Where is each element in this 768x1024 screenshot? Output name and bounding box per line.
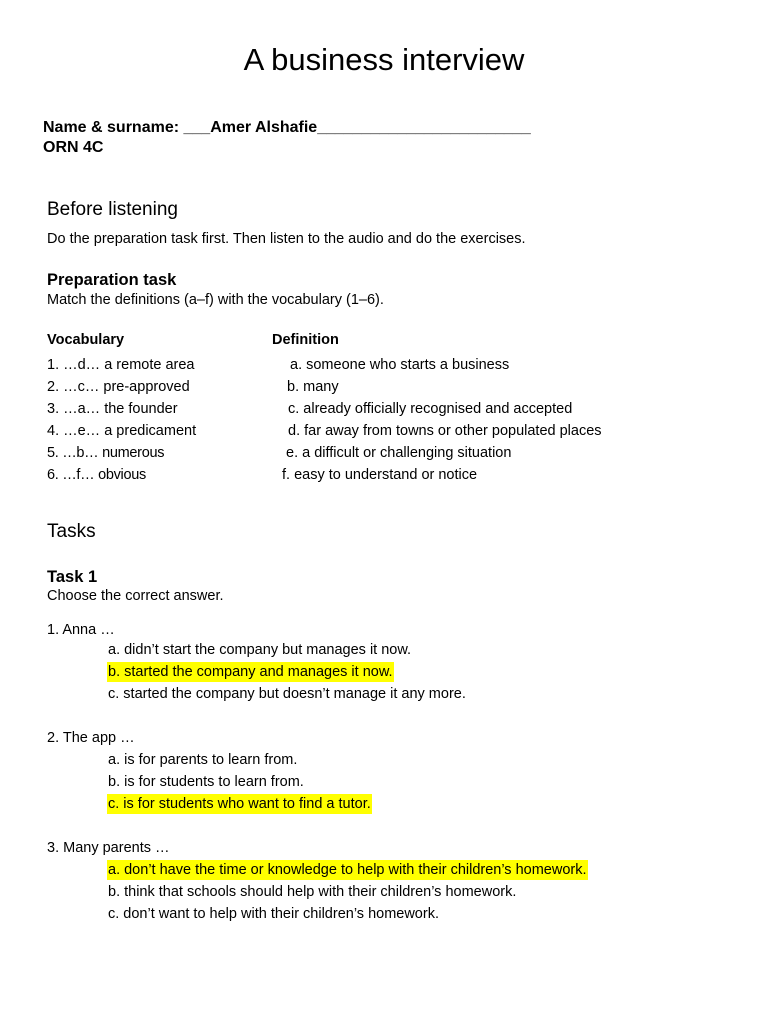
question-3-option-c: c. don’t want to help with their children’s homework. <box>108 906 439 922</box>
preparation-task-heading: Preparation task <box>47 271 177 289</box>
definition-column-header: Definition <box>272 332 339 348</box>
question-2-option-a: a. is for parents to learn from. <box>108 752 298 768</box>
vocab-item-2: 2. …c… pre-approved <box>47 379 190 395</box>
question-1-option-b-highlighted: b. started the company and manages it now. <box>108 664 393 680</box>
question-3-option-a-highlighted: a. don’t have the time or knowledge to help with their children’s homework. <box>108 862 587 878</box>
question-1-option-a: a. didn’t start the company but manages it now. <box>108 642 412 658</box>
definition-item-b: b. many <box>287 379 339 395</box>
question-1-option-c: c. started the company but doesn’t manage it any more. <box>108 686 466 702</box>
before-listening-instruction: Do the preparation task first. Then listen to the audio and do the exercises. <box>47 231 526 247</box>
question-2-option-b: b. is for students to learn from. <box>108 774 304 790</box>
vocab-item-1: 1. …d… a remote area <box>47 357 195 373</box>
orn-line: ORN 4C <box>43 139 104 156</box>
preparation-task-instruction: Match the definitions (a–f) with the vocabulary (1–6). <box>47 292 384 308</box>
vocabulary-column-header: Vocabulary <box>47 332 125 348</box>
question-2-option-c-highlighted: c. is for students who want to find a tutor. <box>108 796 371 812</box>
vocab-item-3: 3. …a… the founder <box>47 401 178 417</box>
name-surname-line: Name & surname: ___Amer Alshafie________________________ <box>43 119 531 136</box>
definition-item-c: c. already officially recognised and accepted <box>288 401 573 417</box>
question-3-stem: 3. Many parents … <box>47 840 170 856</box>
definition-item-f: f. easy to understand or notice <box>282 467 478 483</box>
vocab-item-6: 6. …f… obvious <box>47 467 146 483</box>
definition-item-e: e. a difficult or challenging situation <box>286 445 512 461</box>
before-listening-heading: Before listening <box>47 199 178 220</box>
question-2-stem: 2. The app … <box>47 730 135 746</box>
question-3-option-b: b. think that schools should help with their children’s homework. <box>108 884 517 900</box>
task-1-instruction: Choose the correct answer. <box>47 588 224 604</box>
definition-item-a: a. someone who starts a business <box>290 357 510 373</box>
vocab-item-4: 4. …e… a predicament <box>47 423 197 439</box>
vocab-item-5: 5. …b… numerous <box>47 445 165 461</box>
page-title: A business interview <box>243 42 525 77</box>
definition-item-d: d. far away from towns or other populated places <box>288 423 602 439</box>
tasks-heading: Tasks <box>47 521 96 542</box>
question-1-stem: 1. Anna … <box>47 622 115 638</box>
task-1-heading: Task 1 <box>47 568 98 586</box>
